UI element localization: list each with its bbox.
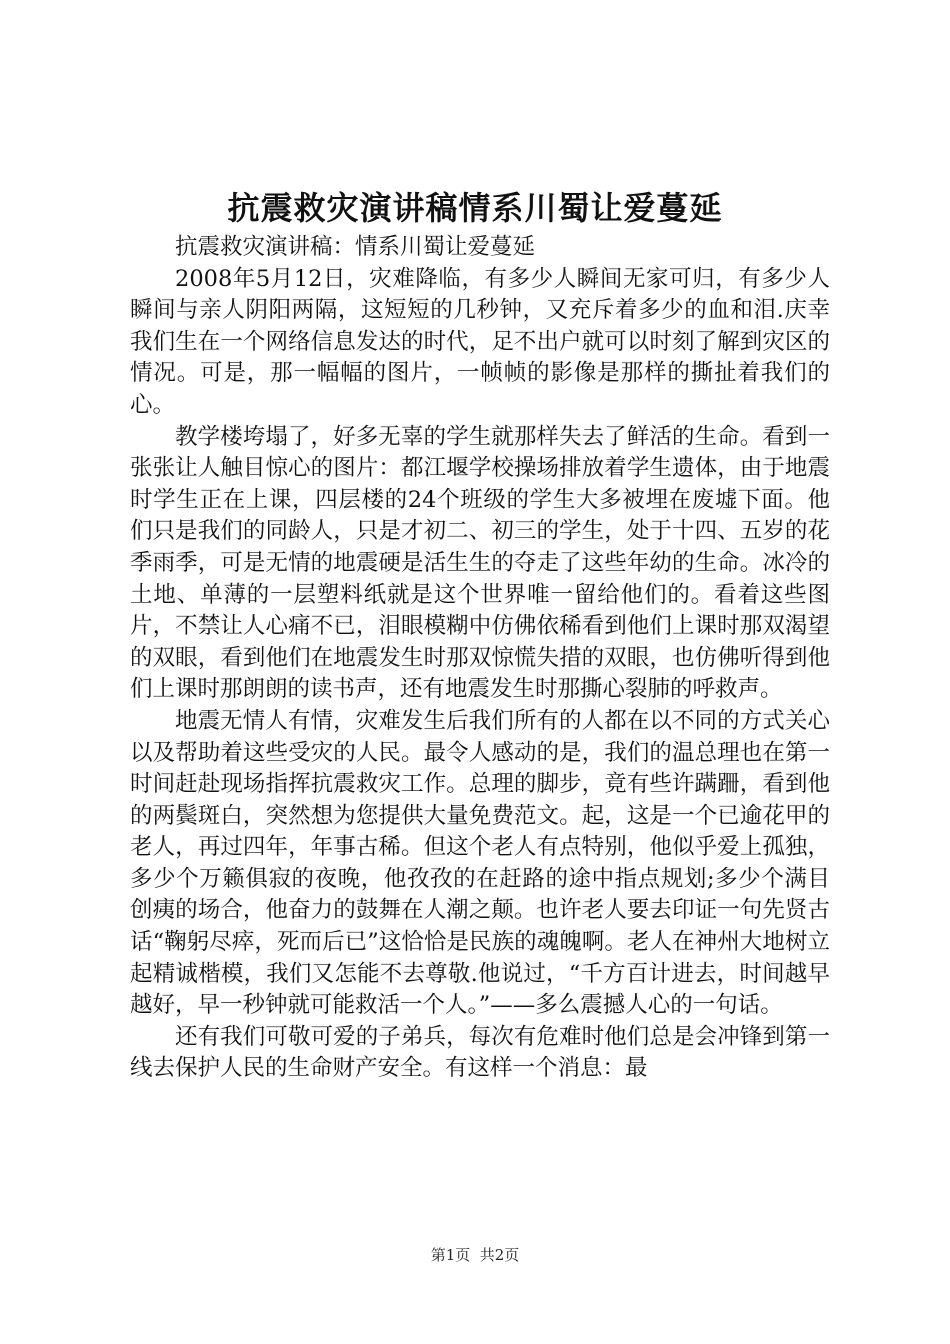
document-body xyxy=(130,232,830,1085)
paragraph: 抗震救灾演讲稿：情系川蜀让爱蔓延 xyxy=(175,234,536,260)
paragraph: 地震无情人有情，灾难发生后我们所有的人都在以不同的方式关心以及帮助着这些受灾的人民。最令人感动的是，我们的温总理也在第一时间赶赴现场指挥抗震救灾工作。总理的脚步，竟有些许蹒跚，看到他的两鬓斑白，突然想为您提供大量免费范文。起，这是一个已逾花甲的老人，再过四年，年事古稀。但这个老人有点特别，他似乎爱上孤独，多少个万籁俱寂的夜晚，他孜孜的在赶路的途中指点规划;多少个满目创痍的场合，他奋力的鼓舞在人潮之颠。也许老人要去印证一句先贤古话“鞠躬尽瘁，死而后已”这恰恰是民族的魂魄啊。老人在神州大地树立起精诚楷模，我们又怎能不去尊敬.他说过，“千方百计进去，时间越早越好，早一秒钟就可能救活一个人。”——多么震撼人心的一句话。 xyxy=(130,707,830,1019)
paragraph: 还有我们可敬可爱的子弟兵，每次有危难时他们总是会冲锋到第一线去保护人民的生命财产安全。有这样一个消息：最 xyxy=(130,1023,830,1082)
page-number: 第1页 共2页 xyxy=(430,1246,520,1264)
document-title: 抗震救灾演讲稿情系川蜀让爱蔓延 xyxy=(227,189,723,227)
paragraph: 2008年5月12日，灾难降临，有多少人瞬间无家可归，有多少人瞬间与亲人阴阳两隔，这短短的几秒钟，又充斥着多少的血和泪.庆幸我们生在一个网络信息发达的时代，足不出户就可以时刻了解到灾区的情况。可是，那一幅幅的图片，一帧帧的影像是那样的撕扯着我们的心。 xyxy=(130,265,830,418)
paragraph: 教学楼垮塌了，好多无辜的学生就那样失去了鲜活的生命。看到一张张让人触目惊心的图片：都江堰学校操场排放着学生遗体，由于地震时学生正在上课，四层楼的24个班级的学生大多被埋在废墟下面。他们只是我们的同龄人，只是才初二、初三的学生，处于十四、五岁的花季雨季，可是无情的地震硬是活生生的夺走了这些年幼的生命。冰冷的土地、单薄的一层塑料纸就是这个世界唯一留给他们的。看着这些图片，不禁让人心痛不已，泪眼模糊中仿佛依稀看到他们上课时那双渴望的双眼，看到他们在地震发生时那双惊慌失措的双眼，也仿佛听得到他们上课时那朗朗的读书声，还有地震发生时那撕心裂肺的呼救声。 xyxy=(130,423,830,703)
page-footer xyxy=(0,1245,950,1265)
